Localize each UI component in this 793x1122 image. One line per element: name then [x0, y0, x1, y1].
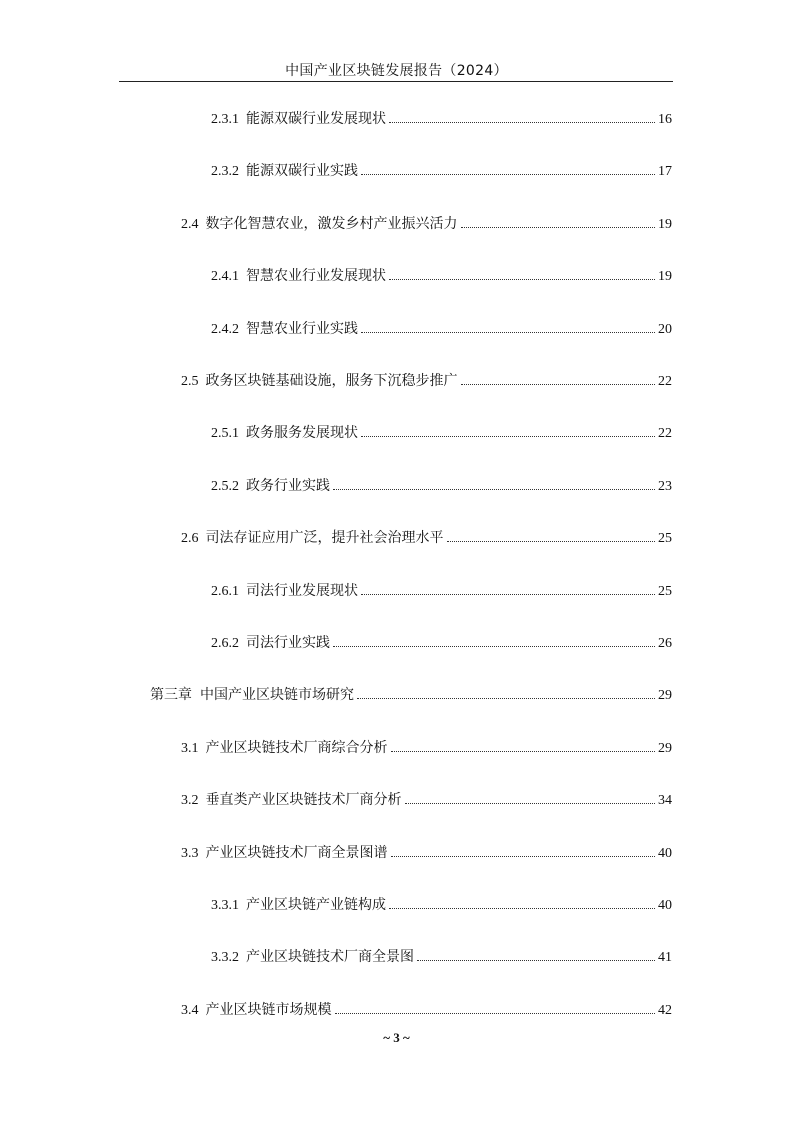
toc-entry-page: 19	[658, 217, 672, 232]
toc-entry-title: 数字化智慧农业，激发乡村产业振兴活力	[205, 216, 458, 232]
toc-entry-page: 22	[658, 374, 672, 389]
toc-entry-title: 垂直类产业区块链技术厂商分析	[205, 792, 402, 808]
toc-entry-title: 产业区块链技术厂商全景图	[246, 949, 414, 965]
toc-dot-leader	[461, 384, 656, 385]
toc-dot-leader	[417, 960, 655, 961]
toc-entry-page: 42	[658, 1003, 672, 1018]
page-number: ~ 3 ~	[383, 1030, 410, 1045]
toc-entry-title: 司法行业发展现状	[246, 583, 358, 599]
toc-entry-number: 3.3	[181, 846, 199, 861]
toc-entry-page: 16	[658, 112, 672, 127]
toc-entry[interactable]	[211, 106, 672, 128]
toc-dot-leader	[361, 332, 655, 333]
toc-entry-number: 2.5.1	[211, 426, 239, 441]
toc-entry-title: 产业区块链技术厂商全景图谱	[205, 845, 388, 861]
toc-dot-leader	[447, 541, 656, 542]
toc-entry-number: 2.5.2	[211, 479, 239, 494]
toc-entry[interactable]	[211, 473, 672, 495]
toc-entry-title: 产业区块链市场规模	[205, 1002, 332, 1018]
toc-entry-page: 17	[658, 164, 672, 179]
toc-dot-leader	[389, 279, 655, 280]
toc-entry-number: 2.4.2	[211, 322, 239, 337]
toc-entry[interactable]	[211, 892, 672, 914]
toc-entry[interactable]	[211, 578, 672, 600]
toc-entry-title: 政务区块链基础设施，服务下沉稳步推广	[205, 373, 458, 389]
toc-entry-page: 41	[658, 950, 672, 965]
toc-entry-title: 能源双碳行业发展现状	[246, 111, 386, 127]
toc-entry[interactable]	[211, 263, 672, 285]
toc-entry-number: 3.2	[181, 793, 199, 808]
toc-dot-leader	[461, 227, 656, 228]
toc-entry[interactable]	[211, 316, 672, 338]
toc-entry-number: 3.4	[181, 1003, 199, 1018]
toc-entry-number: 2.6.2	[211, 636, 239, 651]
toc-entry[interactable]	[181, 211, 672, 233]
toc-entry-number: 2.6.1	[211, 584, 239, 599]
toc-entry-page: 25	[658, 531, 672, 546]
toc-entry-page: 34	[658, 793, 672, 808]
toc-dot-leader	[391, 856, 656, 857]
toc-entry-number: 2.3.2	[211, 164, 239, 179]
toc-dot-leader	[357, 698, 655, 699]
toc-entry-number: 2.6	[181, 531, 199, 546]
toc-entry-title: 产业区块链产业链构成	[246, 897, 386, 913]
toc-dot-leader	[389, 122, 655, 123]
toc-dot-leader	[333, 646, 655, 647]
header-title: 中国产业区块链发展报告（2024）	[285, 63, 508, 79]
toc-dot-leader	[335, 1013, 656, 1014]
toc-entry-number: 3.3.2	[211, 950, 239, 965]
toc-entry-title: 智慧农业行业发展现状	[246, 268, 386, 284]
toc-entry[interactable]	[211, 944, 672, 966]
toc-entry-number: 3.3.1	[211, 898, 239, 913]
toc-entry[interactable]	[181, 787, 672, 809]
toc-entry-number: 3.1	[181, 741, 199, 756]
toc-entry-page: 22	[658, 426, 672, 441]
header-divider	[119, 81, 673, 82]
toc-entry-title: 政务行业实践	[246, 478, 330, 494]
toc-dot-leader	[333, 489, 655, 490]
toc-entry[interactable]	[181, 525, 672, 547]
toc-dot-leader	[361, 436, 655, 437]
toc-entry-title: 产业区块链技术厂商综合分析	[205, 740, 388, 756]
toc-entry[interactable]	[211, 420, 672, 442]
toc-entry-page: 23	[658, 479, 672, 494]
toc-dot-leader	[389, 908, 655, 909]
toc-entry-page: 20	[658, 322, 672, 337]
toc-entry[interactable]	[150, 682, 672, 704]
toc-entry[interactable]	[181, 840, 672, 862]
toc-dot-leader	[361, 174, 655, 175]
toc-entry-title: 智慧农业行业实践	[246, 321, 358, 337]
toc-dot-leader	[405, 803, 656, 804]
toc-entry-page: 25	[658, 584, 672, 599]
toc-entry-title: 政务服务发展现状	[246, 425, 358, 441]
toc-entry-title: 中国产业区块链市场研究	[200, 687, 354, 703]
toc-entry-title: 司法存证应用广泛，提升社会治理水平	[205, 530, 444, 546]
toc-entry-number: 第三章	[150, 687, 192, 703]
toc-entry-page: 40	[658, 898, 672, 913]
toc-entry[interactable]	[181, 735, 672, 757]
toc-entry[interactable]	[181, 997, 672, 1019]
toc-entry-page: 29	[658, 688, 672, 703]
toc-entry-title: 司法行业实践	[246, 635, 330, 651]
toc-entry-title: 能源双碳行业实践	[246, 163, 358, 179]
toc-entry-page: 26	[658, 636, 672, 651]
toc-entry-number: 2.4	[181, 217, 199, 232]
toc-entry-page: 29	[658, 741, 672, 756]
toc-entry-page: 19	[658, 269, 672, 284]
toc-dot-leader	[361, 594, 655, 595]
toc-entry-number: 2.3.1	[211, 112, 239, 127]
toc-entry-page: 40	[658, 846, 672, 861]
toc-dot-leader	[391, 751, 656, 752]
toc-entry[interactable]	[211, 630, 672, 652]
toc-entry-number: 2.4.1	[211, 269, 239, 284]
toc-entry-number: 2.5	[181, 374, 199, 389]
toc-entry[interactable]	[211, 158, 672, 180]
toc-entry[interactable]	[181, 368, 672, 390]
